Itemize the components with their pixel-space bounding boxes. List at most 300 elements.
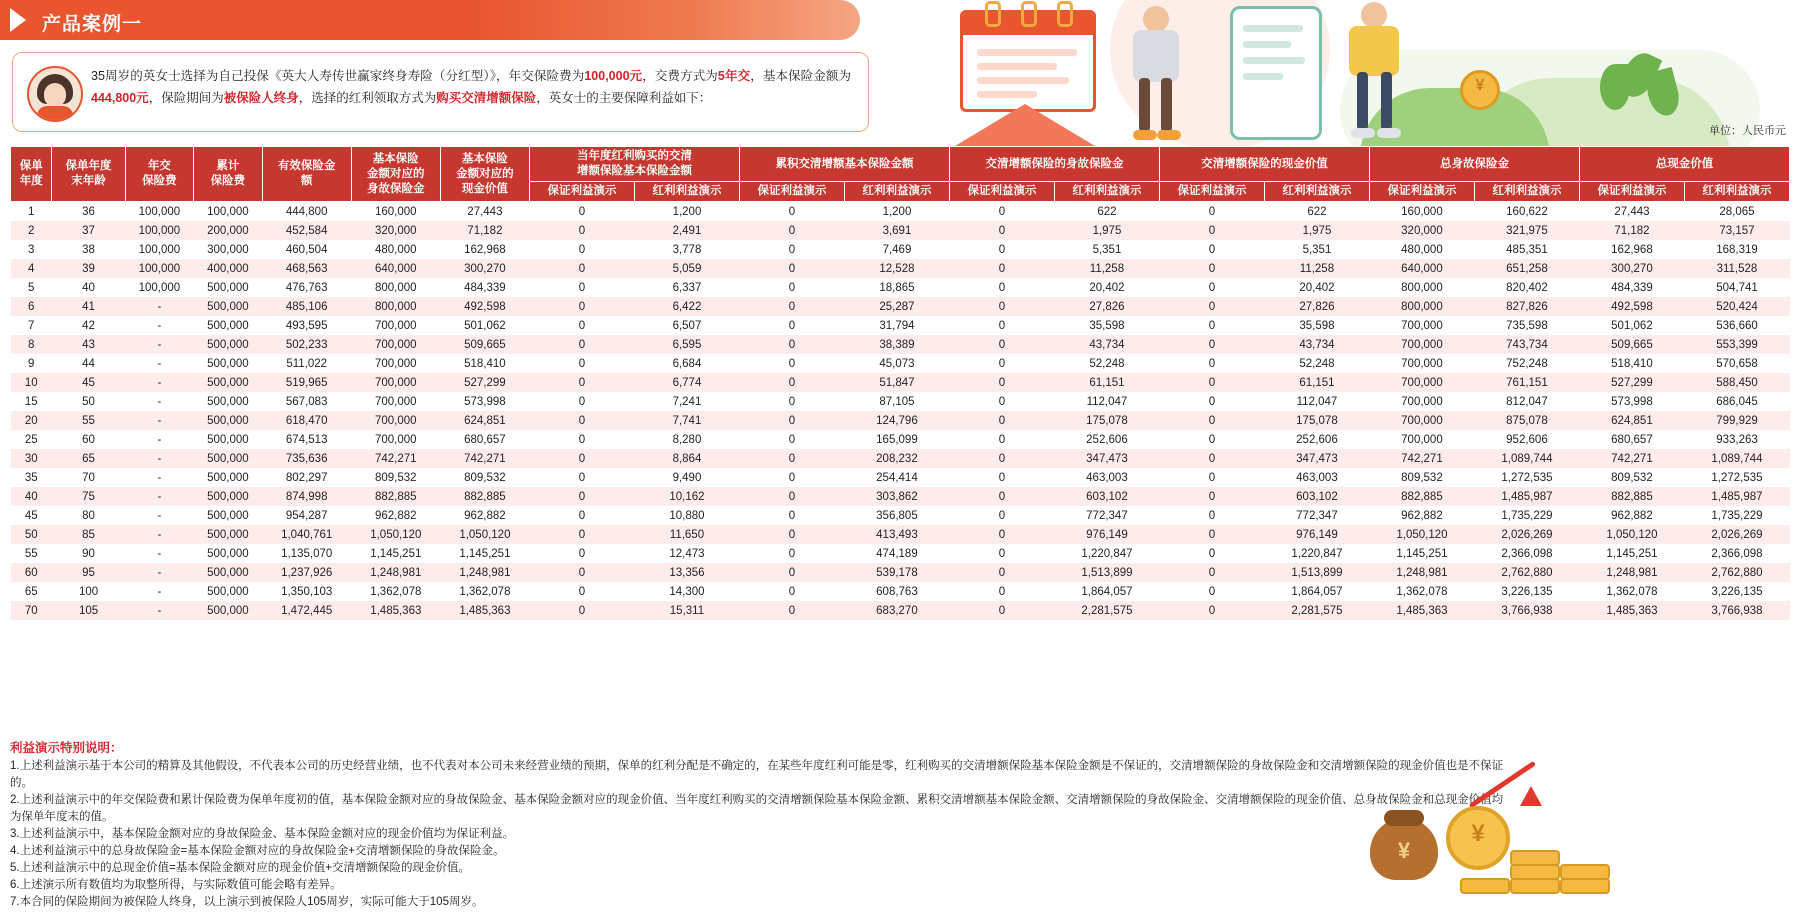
table-subheader-cell: 红利利益演示 (1264, 182, 1369, 202)
table-cell: - (125, 411, 193, 430)
table-cell: 504,741 (1684, 278, 1789, 297)
table-cell: 6,422 (634, 297, 739, 316)
table-cell: 6 (11, 297, 52, 316)
table-cell: 742,271 (351, 449, 440, 468)
header-illustration (900, 0, 1800, 150)
table-cell: 320,000 (351, 221, 440, 240)
table-cell: 65 (11, 582, 52, 601)
table-cell: - (125, 582, 193, 601)
notes-list (10, 758, 1510, 911)
table-cell: 742,271 (440, 449, 529, 468)
table-cell: 52,248 (1054, 354, 1159, 373)
table-cell: 43,734 (1264, 335, 1369, 354)
table-cell: 6,774 (634, 373, 739, 392)
table-cell: 1,485,363 (440, 601, 529, 620)
table-cell: 0 (949, 525, 1054, 544)
table-cell: 11,650 (634, 525, 739, 544)
table-cell: 1,248,981 (440, 563, 529, 582)
table-cell: 468,563 (262, 259, 351, 278)
table-cell: 553,399 (1684, 335, 1789, 354)
description-highlight: 100,000元 (584, 69, 643, 83)
table-cell: 0 (949, 297, 1054, 316)
table-cell: 61,151 (1264, 373, 1369, 392)
table-cell: 518,410 (440, 354, 529, 373)
table-cell: 1,485,363 (1579, 601, 1684, 620)
table-cell: 0 (1159, 335, 1264, 354)
table-cell: 622 (1054, 202, 1159, 222)
table-cell: 400,000 (194, 259, 262, 278)
phone-line (1243, 41, 1291, 48)
table-cell: 567,083 (262, 392, 351, 411)
table-cell: 320,000 (1369, 221, 1474, 240)
table-row (11, 506, 1790, 525)
table-cell: 252,606 (1054, 430, 1159, 449)
table-cell: 15 (11, 392, 52, 411)
table-row (11, 392, 1790, 411)
table-cell: 90 (52, 544, 125, 563)
table-cell: 480,000 (351, 240, 440, 259)
table-cell: 8,864 (634, 449, 739, 468)
table-cell: 6,595 (634, 335, 739, 354)
table-cell: 80 (52, 506, 125, 525)
table-row (11, 468, 1790, 487)
table-subheader-cell: 保证利益演示 (1159, 182, 1264, 202)
note-item: 7.本合同的保险期间为被保险人终身，以上演示到被保险人105周岁，实际可能大于105周岁。 (10, 896, 484, 908)
table-cell: 536,660 (1684, 316, 1789, 335)
table-cell: 0 (739, 335, 844, 354)
note-item: 1.上述利益演示基于本公司的精算及其他假设，不代表本公司的历史经营业绩，也不代表对本公司未来经营业绩的预期，保单的红利分配是不确定的，在某些年度红利可能是零，红利购买的交清增额保险基本保险金额是不保证的，交清增额保险的身故保险金和交清增额保险的现金价值也是不保证的。 (10, 760, 1504, 789)
table-cell: 8 (11, 335, 52, 354)
table-cell: 41 (52, 297, 125, 316)
table-cell: 500,000 (194, 373, 262, 392)
table-cell: 27,826 (1264, 297, 1369, 316)
table-cell: 570,658 (1684, 354, 1789, 373)
table-cell: 0 (949, 544, 1054, 563)
table-cell: 0 (949, 354, 1054, 373)
note-item: 4.上述利益演示中的总身故保险金=基本保险金额对应的身故保险金+交清增额保险的身故保险金。 (10, 845, 505, 857)
table-cell: 0 (739, 582, 844, 601)
table-cell: 800,000 (351, 278, 440, 297)
table-row (11, 525, 1790, 544)
table-header-cell: 交清增额保险的现金价值 (1159, 147, 1369, 182)
table-cell: 254,414 (844, 468, 949, 487)
table-cell: 9,490 (634, 468, 739, 487)
table-cell: 0 (1159, 373, 1264, 392)
table-cell: 25 (11, 430, 52, 449)
table-cell: 1,145,251 (351, 544, 440, 563)
table-cell: 162,968 (1579, 240, 1684, 259)
table-cell: 100,000 (125, 240, 193, 259)
table-cell: 0 (529, 335, 634, 354)
table-cell: 1,485,363 (1369, 601, 1474, 620)
table-cell: 500,000 (194, 392, 262, 411)
table-cell: 0 (739, 373, 844, 392)
table-cell: 1,050,120 (440, 525, 529, 544)
table-cell: 0 (1159, 278, 1264, 297)
table-cell: 160,622 (1474, 202, 1579, 222)
table-cell: 0 (529, 316, 634, 335)
table-cell: 772,347 (1054, 506, 1159, 525)
table-cell: 500,000 (194, 411, 262, 430)
table-cell: 573,998 (1579, 392, 1684, 411)
table-cell: 1,735,229 (1474, 506, 1579, 525)
table-cell: 500,000 (194, 468, 262, 487)
table-cell: 686,045 (1684, 392, 1789, 411)
table-cell: 3,226,135 (1474, 582, 1579, 601)
table-row (11, 582, 1790, 601)
table-cell: 0 (949, 373, 1054, 392)
table-cell: 800,000 (1369, 297, 1474, 316)
table-cell: 874,998 (262, 487, 351, 506)
table-cell: 1,485,987 (1474, 487, 1579, 506)
calendar-ring-icon (1021, 1, 1037, 27)
table-cell: 60 (11, 563, 52, 582)
table-cell: 735,636 (262, 449, 351, 468)
table-cell: 38 (52, 240, 125, 259)
table-cell: 509,665 (1579, 335, 1684, 354)
note-item: 5.上述利益演示中的总现金价值=基本保险金额对应的现金价值+交清增额保险的现金价值。 (10, 862, 471, 874)
table-cell: 100,000 (125, 278, 193, 297)
table-cell: 10,880 (634, 506, 739, 525)
table-cell: 0 (739, 392, 844, 411)
table-cell: 1,472,445 (262, 601, 351, 620)
table-header-cell: 基本保险 金额对应的 身故保险金 (351, 147, 440, 202)
table-cell: 1,089,744 (1474, 449, 1579, 468)
person-leg (1161, 78, 1172, 132)
calendar-line (977, 49, 1077, 56)
table-cell: 200,000 (194, 221, 262, 240)
table-cell: 0 (949, 449, 1054, 468)
table-cell: 300,270 (1579, 259, 1684, 278)
table-cell: 1,513,899 (1054, 563, 1159, 582)
table-cell: 45 (11, 506, 52, 525)
table-cell: 485,351 (1474, 240, 1579, 259)
phone-icon (1230, 6, 1322, 140)
table-cell: 52,248 (1264, 354, 1369, 373)
table-cell: 809,532 (351, 468, 440, 487)
table-cell: 735,598 (1474, 316, 1579, 335)
table-cell: 0 (949, 601, 1054, 620)
coin-stack (1460, 878, 1510, 894)
table-row (11, 240, 1790, 259)
table-cell: 809,532 (440, 468, 529, 487)
table-cell: 0 (739, 221, 844, 240)
table-cell: 588,450 (1684, 373, 1789, 392)
table-cell: 0 (739, 240, 844, 259)
table-cell: 2,026,269 (1684, 525, 1789, 544)
table-cell: 100,000 (125, 202, 193, 222)
table-cell: 2,281,575 (1054, 601, 1159, 620)
table-cell: 812,047 (1474, 392, 1579, 411)
table-cell: 700,000 (1369, 373, 1474, 392)
table-cell: 0 (739, 259, 844, 278)
table-cell: 1,089,744 (1684, 449, 1789, 468)
table-cell: 680,657 (1579, 430, 1684, 449)
table-cell: 875,078 (1474, 411, 1579, 430)
phone-line (1243, 57, 1305, 64)
table-row (11, 487, 1790, 506)
table-cell: 18,865 (844, 278, 949, 297)
table-cell: 1,350,103 (262, 582, 351, 601)
table-cell: 683,270 (844, 601, 949, 620)
table-cell: 44 (52, 354, 125, 373)
table-cell: 35 (11, 468, 52, 487)
table-header-cell: 总现金价值 (1579, 147, 1789, 182)
table-cell: 640,000 (1369, 259, 1474, 278)
table-cell: 1,248,981 (351, 563, 440, 582)
table-cell: 28,065 (1684, 202, 1789, 222)
table-cell: 882,885 (1579, 487, 1684, 506)
table-cell: 0 (739, 525, 844, 544)
table-cell: 500,000 (194, 487, 262, 506)
table-cell: 0 (949, 487, 1054, 506)
table-cell: - (125, 373, 193, 392)
table-cell: 0 (1159, 430, 1264, 449)
table-cell: 800,000 (1369, 278, 1474, 297)
table-cell: 0 (739, 297, 844, 316)
table-cell: - (125, 354, 193, 373)
table-cell: 1,237,926 (262, 563, 351, 582)
money-bag-tie (1384, 810, 1424, 826)
table-cell: 5 (11, 278, 52, 297)
note-item: 2.上述利益演示中的年交保险费和累计保险费为保单年度初的值，基本保险金额对应的身故保险金、基本保险金额对应的现金价值、当年度红利购买的交清增额保险基本保险金额、累积交清增额基本保险金额、交清增额保险的身故保险金、交清增额保险的现金价值、总身故保险金和总现金价值均为保单年度末的值。 (10, 794, 1504, 823)
money-bag-symbol: ¥ (1397, 838, 1411, 863)
table-cell: 0 (529, 278, 634, 297)
table-cell: 962,882 (1579, 506, 1684, 525)
table-cell: 3,766,938 (1474, 601, 1579, 620)
person-leg (1139, 78, 1150, 132)
table-subheader-cell: 红利利益演示 (844, 182, 949, 202)
table-cell: 0 (529, 468, 634, 487)
table-cell: 5,351 (1264, 240, 1369, 259)
table-cell: 2,366,098 (1684, 544, 1789, 563)
table-cell: 700,000 (351, 430, 440, 449)
table-cell: 160,000 (1369, 202, 1474, 222)
table-cell: 0 (1159, 240, 1264, 259)
table-cell: 0 (1159, 506, 1264, 525)
table-cell: 527,299 (1579, 373, 1684, 392)
table-cell: 700,000 (351, 316, 440, 335)
table-row (11, 430, 1790, 449)
description-text: ，基本保险金额为 (750, 69, 851, 83)
table-cell: 25,287 (844, 297, 949, 316)
table-cell: 0 (1159, 563, 1264, 582)
table-cell: 0 (949, 221, 1054, 240)
table-cell: 742,271 (1369, 449, 1474, 468)
description-text: ，选择的红利领取方式为 (298, 91, 437, 105)
table-cell: 1,200 (634, 202, 739, 222)
table-cell: - (125, 297, 193, 316)
table-cell: 0 (529, 240, 634, 259)
table-cell: 500,000 (194, 582, 262, 601)
table-cell: 39 (52, 259, 125, 278)
table-cell: 85 (52, 525, 125, 544)
table-cell: 73,157 (1684, 221, 1789, 240)
table-cell: 0 (529, 525, 634, 544)
person-leg (1381, 72, 1392, 130)
table-cell: 0 (739, 354, 844, 373)
table-cell: 175,078 (1054, 411, 1159, 430)
table-cell: - (125, 544, 193, 563)
table-cell: 15,311 (634, 601, 739, 620)
table-cell: 603,102 (1054, 487, 1159, 506)
table-cell: 43 (52, 335, 125, 354)
table-cell: 0 (1159, 449, 1264, 468)
table-cell: 618,470 (262, 411, 351, 430)
table-cell: 954,287 (262, 506, 351, 525)
table-cell: 700,000 (351, 392, 440, 411)
table-cell: 742,271 (1579, 449, 1684, 468)
calendar-ring-icon (985, 1, 1001, 27)
note-item: 3.上述利益演示中，基本保险金额对应的身故保险金、基本保险金额对应的现金价值均为保证利益。 (10, 828, 515, 840)
table-cell: 0 (739, 601, 844, 620)
table-header-cell: 年交 保险费 (125, 147, 193, 202)
table-cell: 500,000 (194, 430, 262, 449)
table-row (11, 316, 1790, 335)
table-cell: 8,280 (634, 430, 739, 449)
table-cell: 882,885 (1369, 487, 1474, 506)
table-cell: 1,513,899 (1264, 563, 1369, 582)
table-header-cell: 当年度红利购买的交清 增额保险基本保险金额 (529, 147, 739, 182)
table-cell: 700,000 (351, 373, 440, 392)
table-cell: 0 (529, 202, 634, 222)
table-cell: 3,766,938 (1684, 601, 1789, 620)
table-cell: 500,000 (194, 601, 262, 620)
table-cell: 2,762,880 (1474, 563, 1579, 582)
description-highlight: 444,800元 (91, 91, 149, 105)
table-row (11, 278, 1790, 297)
table-cell: 0 (739, 278, 844, 297)
coin-stack (1510, 878, 1560, 894)
table-cell: 1,272,535 (1474, 468, 1579, 487)
table-cell: - (125, 392, 193, 411)
table-cell: 0 (1159, 601, 1264, 620)
table-row (11, 601, 1790, 620)
table-cell: 0 (529, 411, 634, 430)
table-cell: 485,106 (262, 297, 351, 316)
page-title: 产品案例一 (42, 14, 143, 35)
table-cell: 1,220,847 (1264, 544, 1369, 563)
table-cell: 0 (739, 316, 844, 335)
table-cell: 0 (949, 468, 1054, 487)
table-cell: 65 (52, 449, 125, 468)
calendar-ring-icon (1057, 1, 1073, 27)
table-cell: 303,862 (844, 487, 949, 506)
table-cell: 0 (739, 468, 844, 487)
table-cell: 500,000 (194, 297, 262, 316)
table-cell: 50 (11, 525, 52, 544)
table-body (11, 202, 1790, 621)
table-cell: 0 (739, 202, 844, 222)
table-cell: 603,102 (1264, 487, 1369, 506)
table-cell: 976,149 (1264, 525, 1369, 544)
table-cell: 14,300 (634, 582, 739, 601)
table-cell: 820,402 (1474, 278, 1579, 297)
table-cell: 0 (949, 430, 1054, 449)
table-cell: 2 (11, 221, 52, 240)
table-cell: 0 (739, 563, 844, 582)
table-cell: 0 (949, 316, 1054, 335)
table-subheader-cell: 红利利益演示 (1684, 182, 1789, 202)
table-cell: 165,099 (844, 430, 949, 449)
table-cell: 502,233 (262, 335, 351, 354)
table-cell: 1,864,057 (1054, 582, 1159, 601)
table-cell: 95 (52, 563, 125, 582)
table-cell: 30 (11, 449, 52, 468)
person-leg (1357, 72, 1368, 130)
table-cell: 87,105 (844, 392, 949, 411)
table-cell: 0 (739, 430, 844, 449)
table-cell: 175,078 (1264, 411, 1369, 430)
table-cell: - (125, 468, 193, 487)
table-row (11, 354, 1790, 373)
table-row (11, 373, 1790, 392)
table-cell: 50 (52, 392, 125, 411)
table-header-cell: 保单 年度 (11, 147, 52, 202)
table-cell: 0 (949, 563, 1054, 582)
table-cell: 700,000 (1369, 392, 1474, 411)
table-cell: 6,684 (634, 354, 739, 373)
table-row (11, 563, 1790, 582)
table-cell: 511,022 (262, 354, 351, 373)
person-torso (1349, 26, 1399, 76)
table-cell: 460,504 (262, 240, 351, 259)
table-cell: 124,796 (844, 411, 949, 430)
table-cell: 311,528 (1684, 259, 1789, 278)
table-cell: 1 (11, 202, 52, 222)
table-cell: 0 (1159, 259, 1264, 278)
arrow-icon (10, 8, 26, 32)
table-cell: 624,851 (1579, 411, 1684, 430)
table-cell: 0 (529, 582, 634, 601)
table-cell: 0 (529, 221, 634, 240)
table-cell: 500,000 (194, 316, 262, 335)
table-cell: - (125, 335, 193, 354)
table-cell: 761,151 (1474, 373, 1579, 392)
table-cell: 60 (52, 430, 125, 449)
table-subheader-cell: 保证利益演示 (1369, 182, 1474, 202)
table-cell: 622 (1264, 202, 1369, 222)
calendar-line (977, 77, 1069, 84)
table-cell: 11,258 (1054, 259, 1159, 278)
description-text: 35周岁的英女士选择为自己投保《英大人寿传世赢家终身寿险（分红型）》，年交保险费为 (91, 69, 585, 83)
coin-icon: ¥ (1446, 806, 1510, 870)
benefit-illustration-table (10, 146, 1790, 620)
money-bag-icon (1370, 818, 1438, 880)
table-cell: 42 (52, 316, 125, 335)
avatar (27, 66, 83, 122)
table-cell: 463,003 (1054, 468, 1159, 487)
table-cell: 474,189 (844, 544, 949, 563)
table-header-cell: 基本保险 金额对应的 现金价值 (440, 147, 529, 202)
footer-illustration (1350, 786, 1680, 906)
table-cell: 0 (529, 449, 634, 468)
table-cell: 500,000 (194, 506, 262, 525)
table-cell: 10,162 (634, 487, 739, 506)
table-cell: 45 (52, 373, 125, 392)
table-cell: 27,826 (1054, 297, 1159, 316)
table-cell: 0 (529, 563, 634, 582)
table-cell: - (125, 563, 193, 582)
table-cell: 444,800 (262, 202, 351, 222)
table-cell: 3,691 (844, 221, 949, 240)
table-cell: 105 (52, 601, 125, 620)
table-cell: - (125, 506, 193, 525)
table-cell: 962,882 (1369, 506, 1474, 525)
table-header-cell: 交清增额保险的身故保险金 (949, 147, 1159, 182)
table-cell: 624,851 (440, 411, 529, 430)
table-cell: 700,000 (1369, 316, 1474, 335)
